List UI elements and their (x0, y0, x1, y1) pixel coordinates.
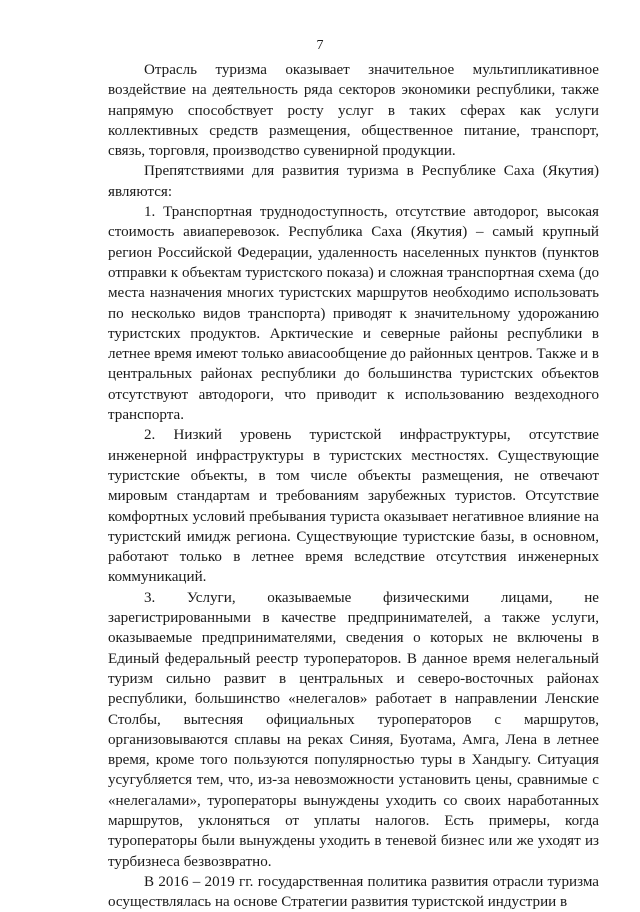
paragraph-obstacle-illegal-services: 3. Услуги, оказываемые физическими лицами, не зарегистрированными в качестве предпринимателей, а также услуги, оказываемые предпринимателями, сведения о которых не включены в Единый федеральный реестр туроператоров. В данное время нелегальный туризм сильно развит в центральных и северо-восточных районах республики, большинство «нелегалов» работает в направлении Ленские Столбы, вытесняя официальных туроператоров с маршрутов, организовываются сплавы на реках Синяя, Буотама, Амга, Лена в летнее время, кроме того пользуются популярностью туры в Хандыгу. Ситуация усугубляется тем, что, из-за невозможности установить цены, сравнимые с «нелегалами», туроператоры вынуждены уходить со своих наработанных маршрутов, уклоняться от уплаты налогов. Есть примеры, когда туроператоры были вынуждены уходить в теневой бизнес или же уходят из турбизнеса безвозвратно. (108, 589, 599, 870)
paragraph-tourism-multiplier: Отрасль туризма оказывает значительное мультипликативное воздействие на деятельность ряда секторов экономики республики, также напрямую способствует росту услуг в таких сферах как услуги коллективных средств размещения, общественное питание, транспорт, связь, торговля, производство сувенирной продукции. (108, 62, 599, 160)
paragraph-state-policy: В 2016 – 2019 гг. государственная политика развития отрасли туризма осуществлялась на основе Стратегии развития туристской индустрии в (108, 873, 599, 911)
paragraph-obstacle-transport: 1. Транспортная труднодоступность, отсутствие автодорог, высокая стоимость авиаперевозок. Республика Саха (Якутия) – самый крупный регион Российской Федерации, удаленность населенных пунктов (пунктов отправки к объектам туристского показа) и сложная транспортная схема (до места назначения многих туристских маршрутов необходимо использовать по несколько видов транспорта) приводят к значительному удорожанию туристских продуктов. Арктические и северные районы республики в летнее время имеют только авиасообщение до районных центров. Также и в центральных районах республики до большинства туристских объектов отсутствуют автодороги, что приводит к использованию вездеходного транспорта. (108, 204, 600, 424)
paragraph-obstacle-infrastructure: 2. Низкий уровень туристской инфраструктуры, отсутствие инженерной инфраструктуры в туристских местностях. Существующие туристские объекты, в том числе объекты размещения, не отвечают мировым стандартам и требованиям зарубежных туристов. Отсутствие комфортных условий пребывания туриста оказывает негативное влияние на туристский имидж региона. Существующие туристские базы, в основном, работают только в летнее время вследствие отсутствия инженерных коммуникаций. (108, 427, 599, 586)
document-body (108, 60, 599, 912)
paragraph-obstacles-intro: Препятствиями для развития туризма в Республике Саха (Якутия) являются: (108, 163, 599, 200)
page-number: 7 (316, 38, 324, 53)
